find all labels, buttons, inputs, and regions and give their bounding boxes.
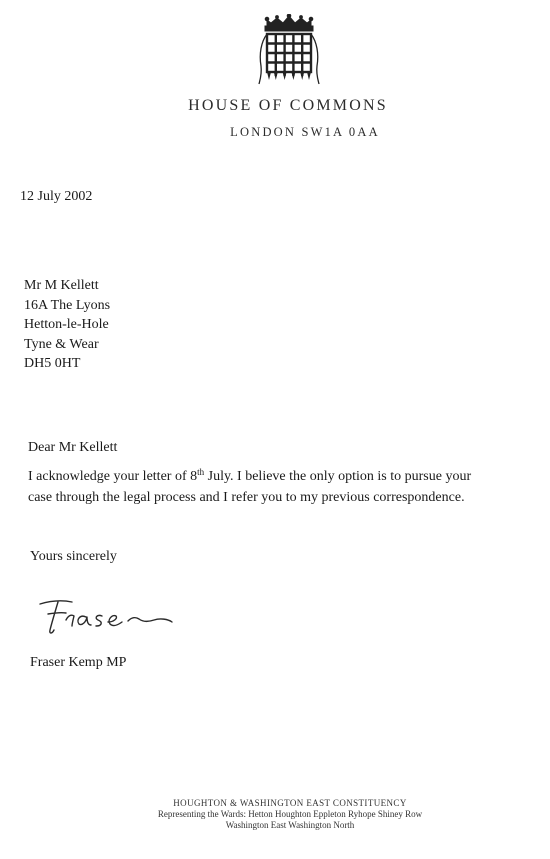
- closing: Yours sincerely: [30, 549, 117, 564]
- letter-footer: [0, 798, 550, 831]
- recipient-county: Tyne & Wear: [24, 336, 99, 352]
- recipient-town: Hetton-le-Hole: [24, 317, 109, 332]
- recipient-street: 16A The Lyons: [24, 297, 111, 313]
- letter-date: 12 July 2002: [20, 189, 93, 204]
- portcullis-crest-icon: [257, 14, 321, 86]
- wards-line-2: Washington East Washington North: [225, 820, 355, 830]
- body-line-2: case through the legal process and I refer you to my previous correspondence.: [28, 490, 465, 505]
- body-line-1-start: I acknowledge your letter of 8: [28, 469, 198, 484]
- signatory-name: Fraser Kemp MP: [30, 655, 127, 670]
- ordinal-suffix: th: [197, 467, 205, 477]
- body-line-1-end: July. I believe the only option is to pursue your: [204, 469, 472, 484]
- body-line-1: [28, 466, 538, 487]
- salutation: Dear Mr Kellett: [28, 440, 118, 455]
- recipient-name: Mr M Kellett: [24, 278, 99, 293]
- recipient-postcode: DH5 0HT: [24, 356, 81, 371]
- letter-body: [28, 466, 538, 508]
- recipient-address: [24, 276, 110, 374]
- handwritten-signature: [36, 592, 236, 642]
- constituency-name: HOUGHTON & WASHINGTON EAST CONSTITUENCY: [173, 798, 407, 808]
- institution-name: HOUSE OF COMMONS: [188, 97, 388, 114]
- wards-line-1: Representing the Wards: Hetton Houghton Eppleton Ryhope Shiney Row: [157, 809, 423, 819]
- institution-address: LONDON SW1A 0AA: [230, 125, 380, 139]
